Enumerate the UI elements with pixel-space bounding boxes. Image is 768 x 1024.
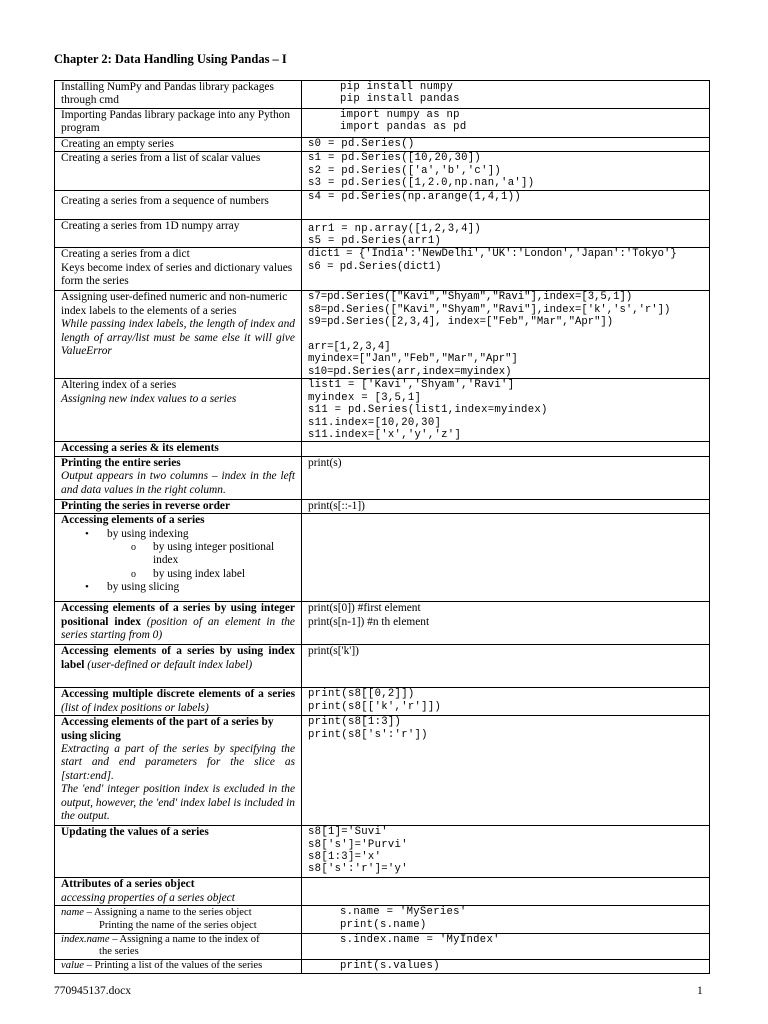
row-description	[55, 878, 302, 906]
row-code: print(s.values)	[302, 960, 710, 974]
table-row	[55, 688, 710, 716]
table-row	[55, 826, 710, 878]
row-code: pip install numpy pip install pandas	[302, 81, 710, 109]
table-row	[55, 248, 710, 291]
code-line: print(s[0]) #first element	[308, 602, 421, 615]
description-note: The 'end' integer position index is excluded in the output, however, the 'end' index label is included in the output.	[61, 783, 295, 822]
table-row	[55, 190, 710, 219]
row-description	[55, 456, 302, 499]
footer-filename: 770945137.docx	[54, 985, 131, 997]
attribute-name: index.name	[61, 934, 110, 946]
row-code: arr1 = np.array([1,2,3,4]) s5 = pd.Series(arr1)	[302, 219, 710, 248]
row-code: s8[1]='Suvi' s8['s']='Purvi' s8[1:3]='x' s8['s':'r']='y'	[302, 826, 710, 878]
footer-page-number: 1	[697, 985, 703, 997]
description-text: Accessing elements of a series by using integer positional index	[61, 602, 295, 628]
row-code: list1 = ['Kavi','Shyam','Ravi'] myindex = [3,5,1] s11 = pd.Series(list1,index=myindex) s11.index=[10,20,30] s11.index=['x','y','z']	[302, 379, 710, 442]
table-row	[55, 152, 710, 190]
description-text: Accessing multiple discrete elements of a series	[61, 688, 295, 701]
row-description: Installing NumPy and Pandas library packages through cmd	[55, 81, 302, 109]
row-code: import numpy as np import pandas as pd	[302, 109, 710, 138]
table-row	[55, 602, 710, 645]
description-text: – Assigning a name to the index of	[109, 934, 260, 946]
row-description: Importing Pandas library package into any Python program	[55, 109, 302, 138]
page-title: Chapter 2: Data Handling Using Pandas – I	[54, 52, 287, 66]
row-description	[55, 934, 302, 960]
row-code: s7=pd.Series(["Kavi","Shyam","Ravi"],index=[3,5,1]) s8=pd.Series(["Kavi","Shyam","Ravi"],index=['k','s','r']) s9=pd.Series([2,3,4], index=["Feb","Mar","Apr"]) arr=[1,2,3,4] myindex=["Jan","Feb","Mar","Apr"] s10=pd.Series(arr,index=myindex)	[302, 291, 710, 379]
row-description	[55, 602, 302, 645]
description-note: (position of an element in the series starting from 0)	[61, 615, 295, 641]
section-heading: Accessing a series & its elements	[55, 442, 302, 456]
row-code	[302, 442, 710, 456]
table-row	[55, 878, 710, 906]
table-row	[55, 456, 710, 499]
table-row	[55, 934, 710, 960]
description-text: Accessing elements of the part of a series by using slicing	[61, 716, 274, 742]
description-note: accessing properties of a series object	[61, 891, 235, 904]
row-description	[55, 379, 302, 442]
row-code: s.name = 'MySeries' print(s.name)	[302, 906, 710, 934]
table-row	[55, 906, 710, 934]
row-code	[302, 602, 710, 645]
row-code: print(s)	[302, 456, 710, 499]
table-row	[55, 291, 710, 379]
description-note: While passing index labels, the length of index and length of array/list must be same else it will give ValueError	[61, 318, 295, 358]
description-note: (list of index positions or labels)	[61, 701, 209, 714]
description-note: Output appears in two columns – index in the left and data values in the right column.	[61, 470, 295, 496]
description-text: Attributes of a series object	[61, 878, 195, 891]
description-text: Assigning user-defined numeric and non-numeric index labels to the elements of a series	[61, 291, 288, 317]
row-code: s1 = pd.Series([10,20,30]) s2 = pd.Series(['a','b','c']) s3 = pd.Series([1,2.0,np.nan,'a'])	[302, 152, 710, 190]
description-note: (user-defined or default index label)	[87, 658, 253, 671]
row-description: Creating a series from a sequence of numbers	[55, 190, 302, 219]
row-description	[55, 960, 302, 974]
row-code: print(s[::-1])	[302, 499, 710, 513]
table-row	[55, 960, 710, 974]
row-description	[55, 291, 302, 379]
row-code: s.index.name = 'MyIndex'	[302, 934, 710, 960]
row-code	[302, 514, 710, 602]
table-row	[55, 645, 710, 688]
list-item: • by using slicing	[107, 581, 295, 594]
row-description	[55, 906, 302, 934]
description-text: Accessing elements of a series by using index label	[61, 645, 295, 671]
table-row	[55, 81, 710, 109]
table-row	[55, 442, 710, 456]
access-methods-list	[61, 528, 295, 595]
row-description: Printing the series in reverse order	[55, 499, 302, 513]
row-code: print(s8[[0,2]]) print(s8[['k','r']])	[302, 688, 710, 716]
table-row	[55, 379, 710, 442]
row-description	[55, 514, 302, 602]
table-row	[55, 716, 710, 826]
list-item: • by using indexing	[107, 528, 295, 541]
row-description	[55, 688, 302, 716]
row-code: print(s8[1:3]) print(s8['s':'r'])	[302, 716, 710, 826]
table-row	[55, 109, 710, 138]
description-text: – Assigning a name to the series object	[83, 907, 252, 919]
list-item: o by using integer positional index	[153, 541, 295, 568]
row-description: Updating the values of a series	[55, 826, 302, 878]
pandas-reference-table	[54, 80, 710, 974]
table-row	[55, 219, 710, 248]
description-text: Altering index of a series	[61, 379, 177, 392]
row-description	[55, 716, 302, 826]
description-text: – Printing a list of the values of the series	[83, 960, 263, 972]
list-item: o by using index label	[153, 568, 295, 581]
row-code: s0 = pd.Series()	[302, 138, 710, 152]
row-description: Creating a series from a list of scalar values	[55, 152, 302, 190]
row-description: Creating a series from a dict Keys become index of series and dictionary values form the series	[55, 248, 302, 291]
description-text: Accessing elements of a series	[61, 514, 205, 527]
description-text: Printing the name of the series object	[99, 920, 257, 932]
description-text: Printing the entire series	[61, 456, 181, 469]
description-note: Extracting a part of the series by specifying the start and end parameters for the slice as [start:end].	[61, 742, 295, 782]
table-row	[55, 514, 710, 602]
description-text: the series	[99, 946, 139, 958]
row-code: dict1 = {'India':'NewDelhi','UK':'London','Japan':'Tokyo'} s6 = pd.Series(dict1)	[302, 248, 710, 291]
attribute-name: value	[61, 960, 84, 972]
row-code: print(s['k'])	[302, 645, 710, 688]
row-code	[302, 878, 710, 906]
row-description	[55, 645, 302, 688]
attribute-name: name	[61, 907, 84, 919]
code-line: print(s[n-1]) #n th element	[308, 615, 430, 628]
table-row	[55, 138, 710, 152]
row-code: s4 = pd.Series(np.arange(1,4,1))	[302, 190, 710, 219]
row-description: Creating a series from 1D numpy array	[55, 219, 302, 248]
row-description: Creating an empty series	[55, 138, 302, 152]
description-note: Assigning new index values to a series	[61, 392, 237, 405]
table-row	[55, 499, 710, 513]
